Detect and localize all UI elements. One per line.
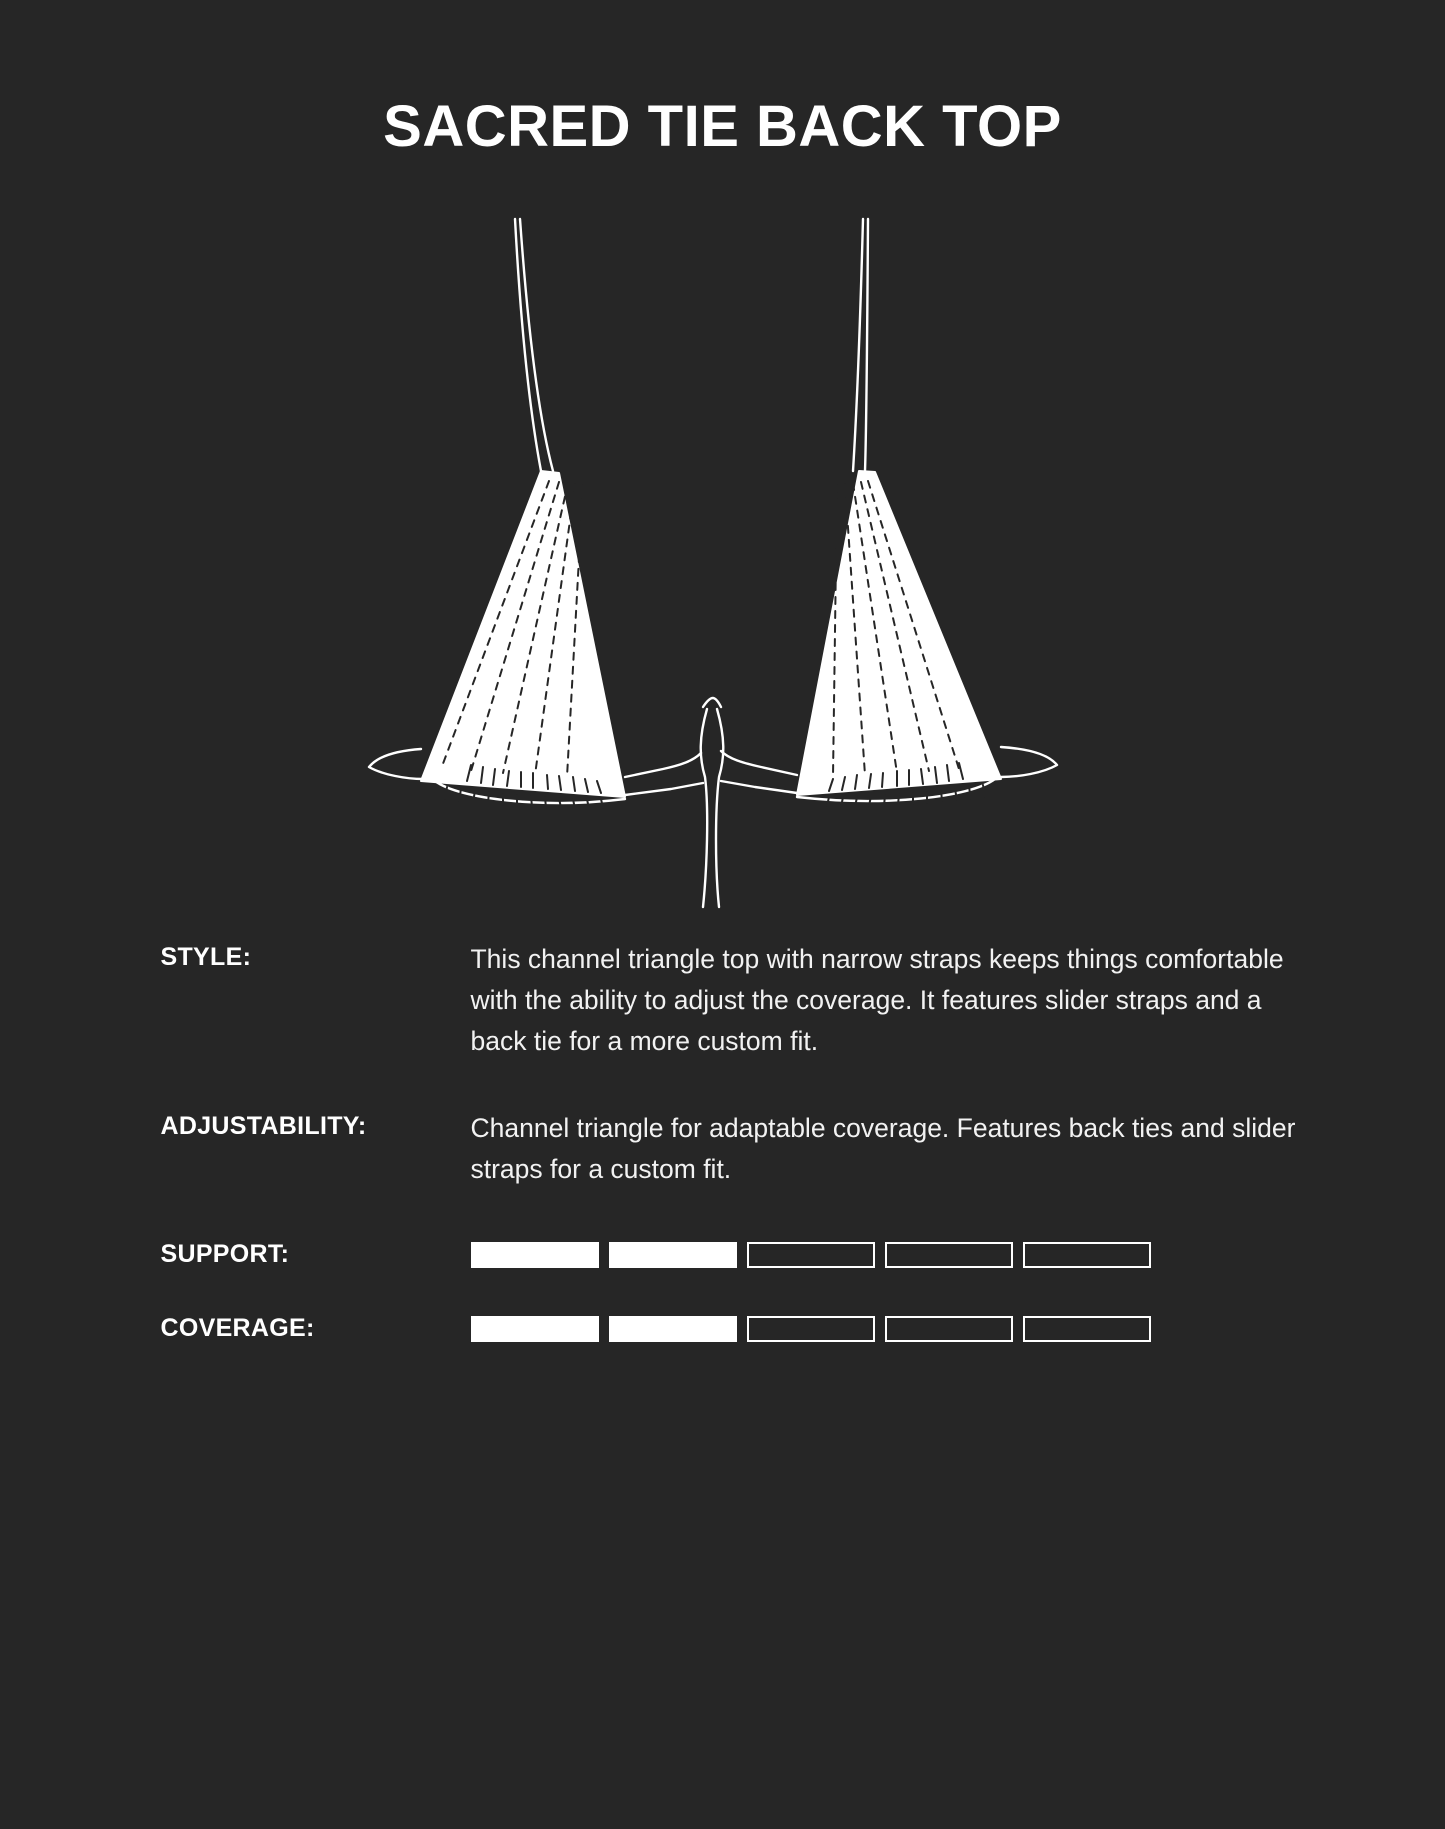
spec-label-support: SUPPORT: <box>160 1240 290 1269</box>
spec-row-coverage <box>161 1310 1303 1346</box>
meter-segment <box>747 1242 875 1268</box>
meter-segment <box>747 1316 875 1342</box>
product-illustration <box>0 179 1445 939</box>
meter-segment <box>609 1242 737 1268</box>
spec-label-style: STYLE: <box>160 942 252 971</box>
meter-segment <box>609 1316 737 1342</box>
spec-value-adjustability: Channel triangle for adaptable coverage. Features back ties and slider straps for a custom fit. <box>470 1112 1296 1185</box>
spec-row-style <box>161 939 1303 1062</box>
meter-segment <box>471 1242 599 1268</box>
spec-row-adjustability <box>161 1108 1303 1190</box>
page-title: SACRED TIE BACK TOP <box>383 94 1062 159</box>
support-meter <box>471 1240 1161 1268</box>
spec-label-coverage: COVERAGE: <box>160 1313 315 1342</box>
meter-segment <box>471 1316 599 1342</box>
triangle-bikini-top-line-drawing <box>363 189 1083 929</box>
coverage-meter <box>471 1314 1161 1342</box>
spec-value-style: This channel triangle top with narrow straps keeps things comfortable with the ability to adjust the coverage. It features slider straps and a back tie for a more custom fit. <box>470 943 1284 1056</box>
meter-segment <box>885 1242 1013 1268</box>
meter-segment <box>1023 1316 1151 1342</box>
meter-segment <box>885 1316 1013 1342</box>
spec-list <box>143 939 1303 1346</box>
spec-label-adjustability: ADJUSTABILITY: <box>160 1111 367 1140</box>
meter-segment <box>1023 1242 1151 1268</box>
spec-row-support <box>161 1236 1303 1272</box>
